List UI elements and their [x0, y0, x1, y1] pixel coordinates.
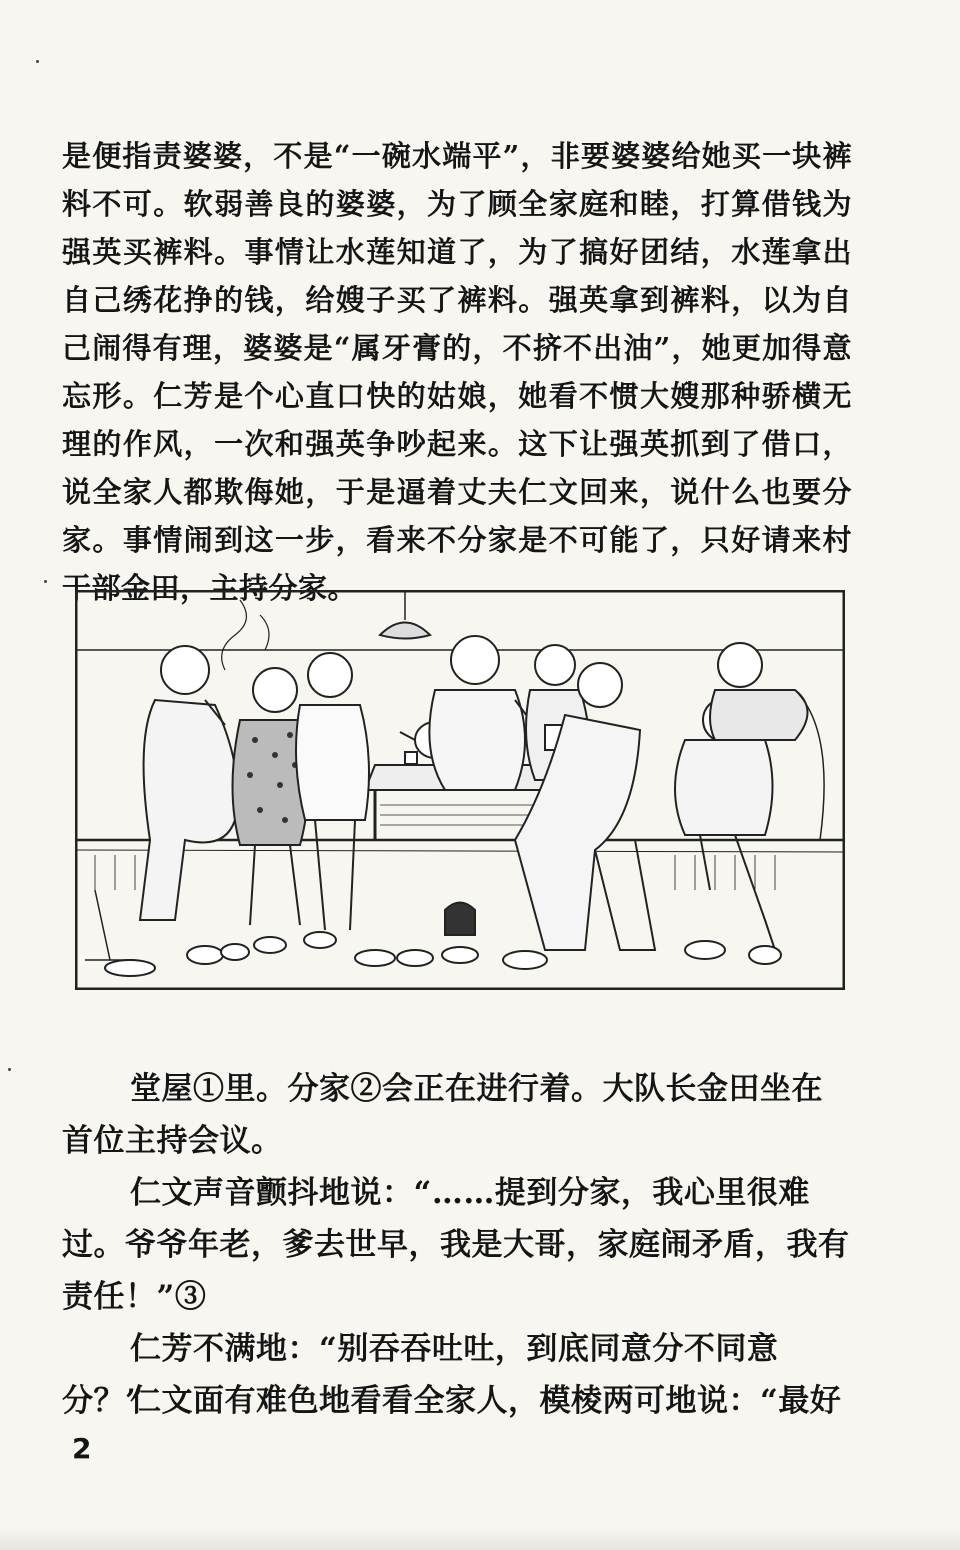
- dialog-paragraph-2: 仁文声音颤抖地说：“……提到分家，我心里很难过。爷爷年老，爹去世早，我是大哥，家庭闹矛盾，我有责任！”③: [62, 1175, 850, 1315]
- top-paragraph: 是便指责婆婆，不是“一碗水端平”，非要婆婆给她买一块裤料不可。软弱善良的婆婆，为了顾全家庭和睦，打算借钱为强英买裤料。事情让水莲知道了，为了搞好团结，水莲拿出自己绣花挣的钱，给嫂子买了裤料。强英拿到裤料，以为自己闹得有理，婆婆是“属牙膏的，不挤不出油”，她更加得意忘形。仁芳是个心直口快的姑娘，她看不惯大嫂那种骄横无理的作风，一次和强英争吵起来。这下让强英抓到了借口，说全家人都欺侮她，于是逼着丈夫仁文回来，说什么也要分家。事情闹到这一步，看来不分家是不可能了，只好请来村干部金田，主持分家。: [62, 139, 852, 605]
- page-number: 2: [72, 1432, 92, 1465]
- dialog-paragraph-3: 仁芳不满地：“别吞吞吐吐，到底同意分不同意分？”: [62, 1331, 779, 1419]
- dialog-paragraph-4: 仁文面有难色地看看全家人，模棱两可地说：“最好: [130, 1383, 842, 1419]
- family-meeting-illustration: [75, 590, 845, 990]
- scan-edge-shadow: [0, 1528, 960, 1550]
- scan-speck: [44, 580, 47, 583]
- scan-speck: [8, 1068, 11, 1071]
- dialog-paragraph-1: 堂屋①里。分家②会正在进行着。大队长金田坐在首位主持会议。: [62, 1071, 823, 1159]
- scan-speck: [36, 60, 39, 63]
